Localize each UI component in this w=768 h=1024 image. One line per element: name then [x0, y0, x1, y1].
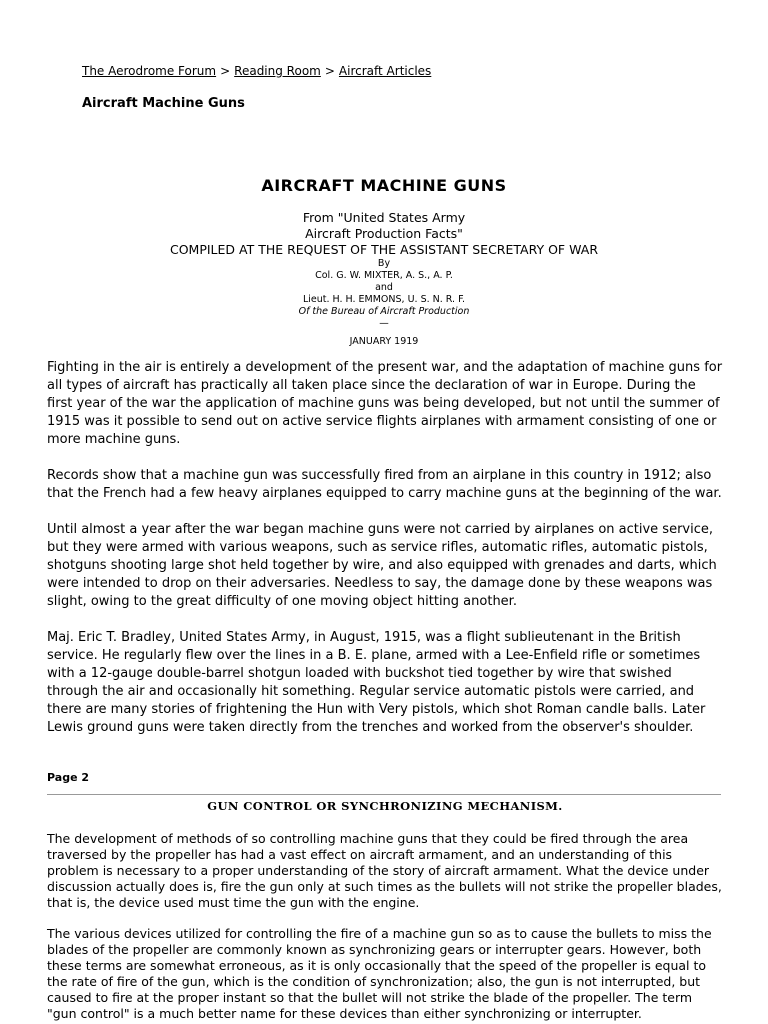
- page-subtitle: Aircraft Machine Guns: [82, 96, 245, 111]
- article-paragraph-4: Maj. Eric T. Bradley, United States Army, in August, 1915, was a flight sublieutenant in the British service. He regularly flew over the lines in a B. E. plane, armed with a Lee-Enfield rifle or sometimes with a 12-gauge double-barrel shotgun loaded with buckshot tied together by wire that swished through the air and occasionally hit something. Regular service automatic pistols were carried, and there are many stories of frightening the Hun with Very pistols, which shot Roman candle balls. Later Lewis ground guns were taken directly from the trenches and worked from the observer's shoulder.: [47, 630, 706, 735]
- compiled-line: COMPILED AT THE REQUEST OF THE ASSISTANT SECRETARY OF WAR: [169, 242, 599, 257]
- horizontal-divider: [47, 794, 721, 795]
- article-title: AIRCRAFT MACHINE GUNS: [261, 176, 507, 195]
- breadcrumb: [82, 64, 431, 78]
- author-2: Lieut. H. H. EMMONS, U. S. N. R. F.: [302, 294, 466, 305]
- source-line-2: Aircraft Production Facts": [305, 226, 463, 241]
- by-line: By: [377, 258, 391, 269]
- and-line: and: [375, 282, 393, 293]
- bureau-line: Of the Bureau of Aircraft Production: [298, 306, 470, 317]
- breadcrumb-link-aircraft-articles[interactable]: Aircraft Articles: [338, 64, 432, 78]
- article-paragraph-2: Records show that a machine gun was successfully fired from an airplane in this country in 1912; also that the French had a few heavy airplanes equipped to carry machine guns at the beginning of the war.: [47, 468, 722, 501]
- author-1: Col. G. W. MIXTER, A. S., A. P.: [315, 270, 453, 281]
- breadcrumb-link-reading-room[interactable]: Reading Room: [234, 64, 321, 78]
- page-label: Page 2: [47, 771, 90, 784]
- breadcrumb-separator: >: [324, 64, 335, 78]
- article-paragraph-1: Fighting in the air is entirely a development of the present war, and the adaptation of machine guns for all types of aircraft has practically all taken place since the declaration of war in Europe. During the first year of the war the application of machine guns was being developed, but not until the summer of 1915 was it possible to send out on active service flights airplanes with armament consisting of one or more machine guns.: [47, 360, 723, 447]
- page2-paragraph-1: The development of methods of so controlling machine guns that they could be fired through the area traversed by the propeller has had a vast effect on aircraft armament, and an understanding of this problem is necessary to a proper understanding of the story of aircraft armament. What the device under discussion actually does is, fire the gun only at such times as the bullets will not strike the propeller blades, that is, the device used must time the gun with the engine.: [47, 831, 722, 910]
- article-header: [0, 176, 768, 348]
- source-line-1: From "United States Army: [302, 210, 466, 225]
- article-paragraph-3: Until almost a year after the war began machine guns were not carried by airplanes on active service, but they were armed with various weapons, such as service rifles, automatic rifles, automatic pistols, shotguns shooting large shot held together by wire, and also equipped with grenades and darts, which were intended to drop on their adversaries. Needless to say, the damage done by these weapons was slight, owing to the great difficulty of one moving object hitting another.: [47, 522, 717, 609]
- breadcrumb-separator: >: [220, 64, 231, 78]
- breadcrumb-link-aerodrome-forum[interactable]: The Aerodrome Forum: [82, 64, 217, 78]
- date-line: JANUARY 1919: [349, 336, 419, 347]
- page2-paragraph-2: The various devices utilized for controlling the fire of a machine gun so as to cause the bullets to miss the blades of the propeller are commonly known as synchronizing gears or interrupter gears. However, both these terms are somewhat erroneous, as it is only occasionally that the speed of the propeller is equal to the rate of fire of the gun, which is the condition of synchronization; also, the gun is not interrupted, but caused to fire at the proper instant so that the bullet will not strike the blade of the propeller. The term "gun control" is a much better name for these devices than either synchronizing or interrupter.: [47, 926, 712, 1021]
- section-heading: GUN CONTROL OR SYNCHRONIZING MECHANISM.: [207, 799, 563, 813]
- dash-divider: —: [379, 318, 389, 329]
